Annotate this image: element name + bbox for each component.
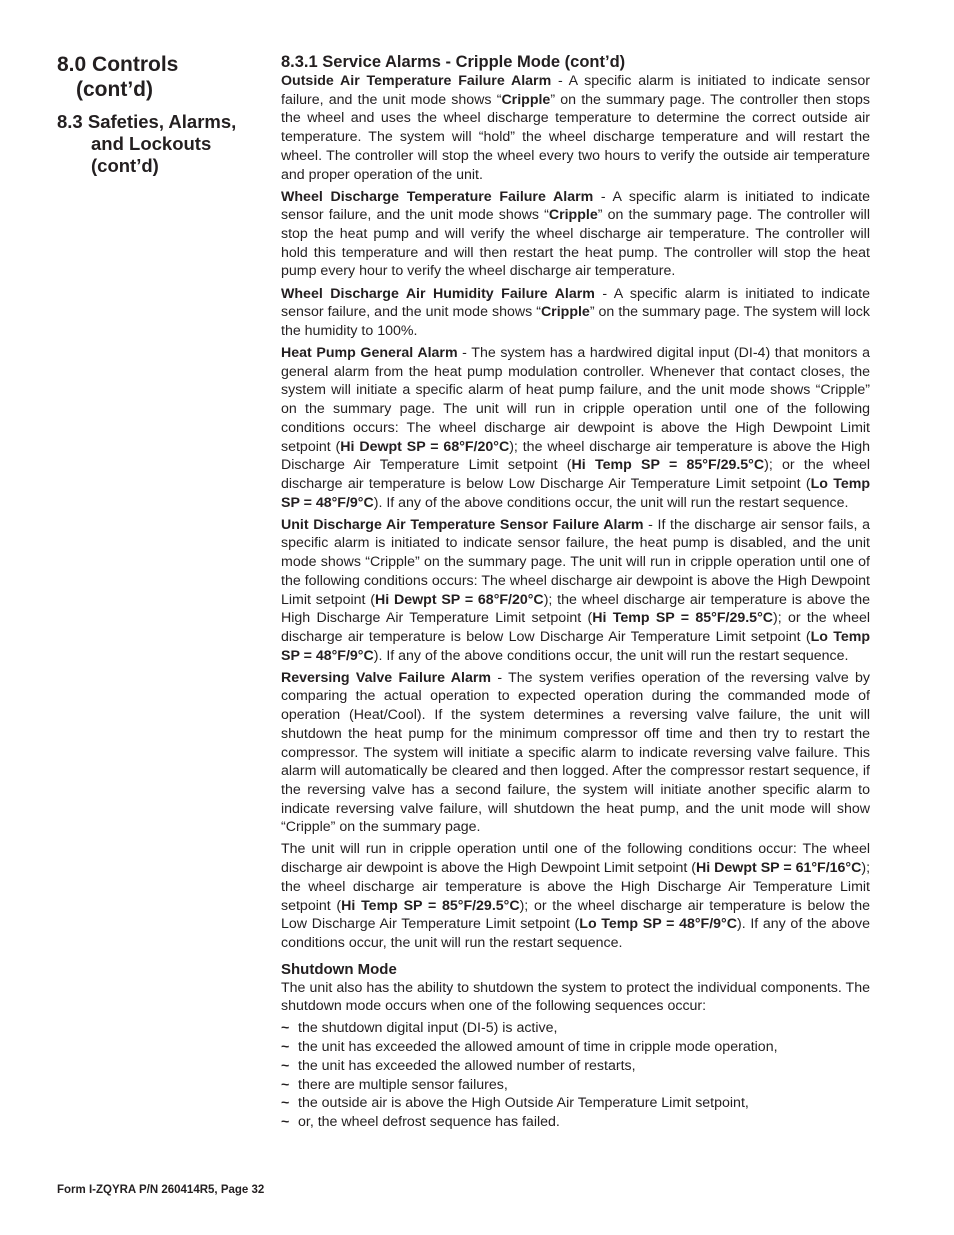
paragraph-bold: Hi Temp SP = 85°F/29.5°C [571, 457, 765, 474]
paragraph-reversing-valve-alarm [281, 669, 870, 837]
paragraph-text: ); or the wheel discharge air temperature is below the Low Discharge Air Temperature Limit setpoint ( [281, 897, 870, 933]
tilde-bullet-icon: ~ [281, 1114, 290, 1130]
paragraph-text: ); the wheel discharge air temperature is above the High Discharge Air Temperature Limit setpoint ( [281, 860, 871, 914]
section-title-line2: (cont’d) [76, 78, 153, 101]
list-item [281, 1038, 870, 1057]
paragraph-lead: Wheel Discharge Temperature Failure Alarm [281, 188, 594, 205]
list-item [281, 1113, 870, 1132]
shutdown-mode-heading: Shutdown Mode [281, 960, 397, 978]
paragraph-text: ). If any of the above conditions occur, the unit will run the restart sequence. [373, 647, 849, 664]
paragraph-text: - The system has a hardwired digital input (DI-4) that monitors a general alarm from the heat pump modulation controller. Whenever that contact closes, the system will initiate a specific alarm of heat pump failure, and the unit mode shows “Cripple” on the summary page. The unit will run in cripple operation until one of the following conditions occurs: The wheel discharge air dewpoint is above the High Dewpoint Limit setpoint ( [281, 345, 870, 455]
main-content [281, 52, 870, 1132]
paragraph-text: ” on the summary page. The controller will stop the heat pump and will verify the wheel discharge air temperature. The controller will hold this temperature and will then restart the heat pump. The controller will stop the heat pump every hour to verify the wheel discharge air temperature. [281, 207, 870, 280]
paragraph-bold: Lo Temp SP = 48°F/9°C [281, 475, 870, 511]
list-item-text: the unit has exceeded the allowed amount of time in cripple mode operation, [298, 1039, 778, 1056]
paragraph-text: ). If any of the above conditions occur, the unit will run the restart sequence. [373, 494, 849, 511]
list-item [281, 1057, 870, 1076]
paragraph-text: The unit will run in cripple operation until one of the following conditions occur: The wheel discharge air dewpoint is above the High Dewpoint Limit setpoint ( [281, 841, 870, 877]
paragraph-text: - The system verifies operation of the reversing valve by comparing the actual operation to expected operation during the commanded mode of operation (Heat/Cool). If the system determines a reversing valve failure, the unit will shutdown the heat pump for the minimum compressor off time and then try to restart the compressor. The system will initiate a specific alarm to indicate reversing valve failure. This alarm will automatically be cleared and then logged. After the compressor restart sequence, if the reversing valve has a second failure, the system will initiate another specific alarm to indicate reversing valve failure, will shutdown the heat pump, and the unit mode will show “Cripple” on the summary page. [281, 669, 870, 836]
paragraph-text: ” on the summary page. The controller then stops the wheel and uses the wheel discharge temperature to determine the correct outside air temperature. The system will “hold” the wheel discharge temperature and will restart the wheel. The controller will stop the wheel every two hours to verify the outside air temperature and proper operation of the unit. [281, 91, 870, 183]
list-item [281, 1076, 870, 1095]
tilde-bullet-icon: ~ [281, 1057, 290, 1074]
list-item [281, 1019, 870, 1038]
subsection-title-line2: and Lockouts [91, 133, 212, 154]
page-footer: Form I-ZQYRA P/N 260414R5, Page 32 [57, 1184, 265, 1196]
paragraph-cripple-operation [281, 840, 870, 952]
service-alarms-heading: 8.3.1 Service Alarms - Cripple Mode (cont’d) [281, 53, 626, 71]
list-item-text: there are multiple sensor failures, [298, 1076, 508, 1093]
paragraph-text: ); or the wheel discharge air temperature is below Low Discharge Air Temperature Limit setpoint ( [281, 457, 870, 492]
paragraph-lead: Heat Pump General Alarm [281, 345, 458, 362]
paragraph-text: ” on the summary page. The system will lock the humidity to 100%. [281, 304, 870, 339]
paragraph-text: ); the wheel discharge air temperature is above the High Discharge Air Temperature Limit setpoint ( [281, 438, 871, 474]
subsection-title [57, 111, 262, 177]
paragraph-text: - If the discharge air sensor fails, a specific alarm is initiated to indicate sensor failure, the heat pump is disabled, and the unit mode shows “Cripple” on the summary page. The unit will run in cripple operation until one of the following conditions occurs: The wheel discharge air dewpoint is above the High Dewpoint Limit setpoint ( [281, 516, 870, 608]
paragraph-lead: Reversing Valve Failure Alarm [281, 669, 492, 686]
section-title [57, 52, 262, 102]
paragraph-outside-air-alarm [281, 72, 870, 184]
paragraph-text: ). If any of the above conditions occur, the unit will run the restart sequence. [281, 916, 870, 951]
paragraph-bold: Cripple [501, 91, 551, 108]
paragraph-bold: Cripple [548, 207, 598, 224]
section-title-line1: 8.0 Controls [57, 53, 179, 76]
paragraph-text: ); the wheel discharge air temperature is above the High Discharge Air Temperature Limit setpoint ( [281, 591, 870, 627]
paragraph-bold: Cripple [540, 304, 590, 321]
subsection-title-line1: 8.3 Safeties, Alarms, [57, 111, 237, 132]
tilde-bullet-icon: ~ [281, 1076, 290, 1093]
paragraph-unit-discharge-alarm [281, 516, 870, 666]
paragraph-lead: Wheel Discharge Air Humidity Failure Alarm [281, 285, 595, 302]
tilde-bullet-icon: ~ [281, 1095, 290, 1112]
paragraph-bold: Hi Dewpt SP = 68°F/20°C [340, 438, 510, 455]
sidebar-headings [57, 52, 262, 177]
paragraph-lead: Unit Discharge Air Temperature Sensor Failure Alarm [281, 516, 644, 533]
tilde-bullet-icon: ~ [281, 1020, 290, 1037]
paragraph-wheel-humidity-alarm [281, 285, 870, 341]
list-item-text: the shutdown digital input (DI-5) is active, [298, 1020, 558, 1037]
list-item-text: or, the wheel defrost sequence has failed. [298, 1114, 560, 1130]
paragraph-heat-pump-alarm [281, 344, 870, 512]
subsection-title-line3: (cont’d) [91, 155, 159, 176]
paragraph-bold: Hi Dewpt SP = 68°F/20°C [374, 591, 544, 608]
shutdown-list [281, 1019, 870, 1131]
paragraph-bold: Lo Temp SP = 48°F/9°C [281, 628, 870, 664]
paragraph-text: ); or the wheel discharge air temperature is below Low Discharge Air Temperature Limit setpoint ( [281, 610, 871, 645]
paragraph-lead: Outside Air Temperature Failure Alarm [281, 73, 552, 89]
paragraph-bold: Hi Temp SP = 85°F/29.5°C [341, 897, 520, 914]
list-item-text: the unit has exceeded the allowed number of restarts, [298, 1057, 636, 1074]
paragraph-bold: Hi Dewpt SP = 61°F/16°C [696, 860, 862, 877]
paragraph-wheel-discharge-temp-alarm [281, 188, 870, 282]
paragraph-text: - A specific alarm is initiated to indicate sensor failure, and the unit mode shows “ [281, 285, 871, 321]
paragraph-bold: Lo Temp SP = 48°F/9°C [579, 916, 737, 933]
paragraph-text: - A specific alarm is initiated to indicate sensor failure, and the unit mode shows “ [281, 73, 871, 108]
paragraph-bold: Hi Temp SP = 85°F/29.5°C [592, 610, 773, 627]
paragraph-text: - A specific alarm is initiated to indicate sensor failure, and the unit mode shows “ [281, 188, 870, 224]
list-item [281, 1094, 870, 1113]
tilde-bullet-icon: ~ [281, 1039, 290, 1056]
list-item-text: the outside air is above the High Outside Air Temperature Limit setpoint, [298, 1095, 749, 1112]
shutdown-intro: The unit also has the ability to shutdown the system to protect the individual components. The shutdown mode occurs when one of the following sequences occur: [281, 979, 870, 1015]
